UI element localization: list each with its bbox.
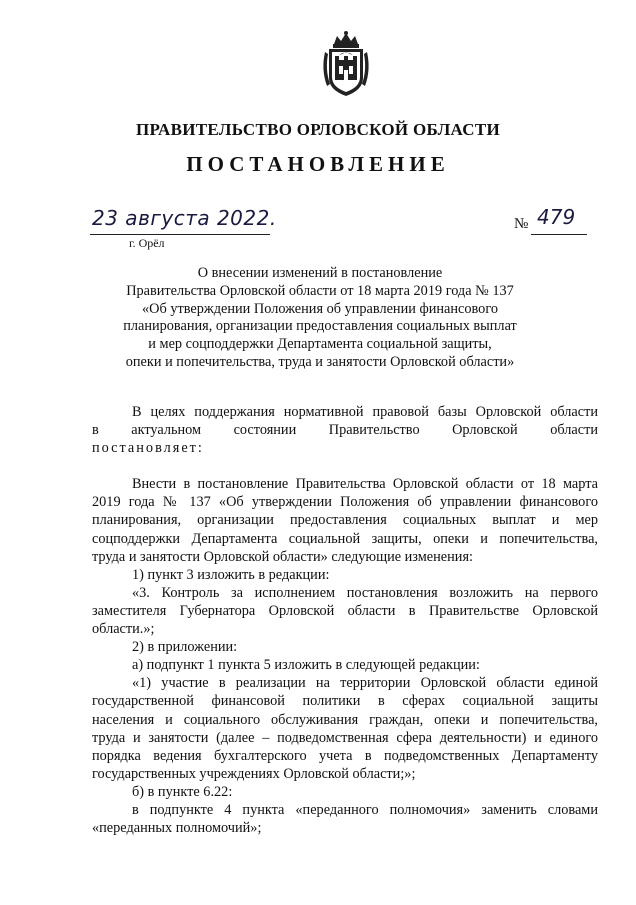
body-line: области.»; <box>92 621 155 638</box>
orel-oblast-coat-of-arms-icon <box>317 30 375 98</box>
body-line: порядка ведения бухгалтерского учета в подведомственных Департаменту <box>92 747 598 764</box>
body-line: труда и занятости (далее – подведомственная сфера деятельности) и единого <box>92 729 598 746</box>
item-heading: б) в пункте 6.22: <box>132 783 233 800</box>
handwritten-date: 23 августа 2022. <box>92 206 277 230</box>
body-line: 2019 года № 137 «Об утверждении Положения об управлении финансового <box>92 494 598 511</box>
city-label: г. Орёл <box>129 236 165 250</box>
body-line: соцподдержки Департамента социальной защиты, опеки и попечительства, <box>92 530 598 547</box>
subject-line: Правительства Орловской области от 18 марта 2019 года № 137 <box>126 282 514 299</box>
paragraph-gap <box>92 457 598 475</box>
document-body <box>92 403 598 837</box>
subject-line: О внесении изменений в постановление <box>197 265 443 281</box>
body-line: населения и социального обслуживания граждан, опеки и попечительства, <box>92 711 598 728</box>
body-line: государственных учреждениях Орловской области;»; <box>92 765 416 782</box>
body-line: «1) участие в реализации на территории Орловской области единой <box>132 675 598 692</box>
item-heading: 1) пункт 3 изложить в редакции: <box>132 566 330 583</box>
subject-line: «Об утверждении Положения об управлении финансового <box>142 300 498 317</box>
item-heading: 2) в приложении: <box>132 639 238 656</box>
subject-line: планирования, организации предоставления социальных выплат <box>123 318 517 335</box>
body-line: «переданных полномочий»; <box>92 820 262 837</box>
document-type-title: ПОСТАНОВЛЕНИЕ <box>186 152 450 176</box>
resolution-word: постановляет: <box>92 440 204 457</box>
body-line: Внести в постановление Правительства Орловской области от 18 марта <box>132 476 598 493</box>
body-line: в подпункте 4 пункта «переданного полномочия» заменить словами <box>132 801 598 818</box>
body-line: планирования, организации предоставления социальных выплат и мер <box>92 512 598 529</box>
body-line: в актуальном состоянии Правительство Орловской области <box>92 422 598 439</box>
body-line: заместителя Губернатора Орловской области в Правительстве Орловской <box>92 602 598 619</box>
item-heading: а) подпункт 1 пункта 5 изложить в следующей редакции: <box>132 657 480 674</box>
body-line: В целях поддержания нормативной правовой базы Орловской области <box>132 404 598 420</box>
document-subject <box>100 265 540 372</box>
body-line: государственной финансовой политики в сферах социальной защиты <box>92 693 598 710</box>
subject-line: и мер соцподдержки Департамента социальной защиты, <box>148 336 492 353</box>
body-line: труда и занятости Орловской области» следующие изменения: <box>92 548 473 565</box>
handwritten-number: 479 <box>537 205 576 229</box>
subject-line: опеки и попечительства, труда и занятости Орловской области» <box>125 353 515 370</box>
body-line: «3. Контроль за исполнением постановления возложить на первого <box>132 584 598 601</box>
government-title: ПРАВИТЕЛЬСТВО ОРЛОВСКОЙ ОБЛАСТИ <box>135 120 501 139</box>
number-sign: № <box>514 216 529 232</box>
